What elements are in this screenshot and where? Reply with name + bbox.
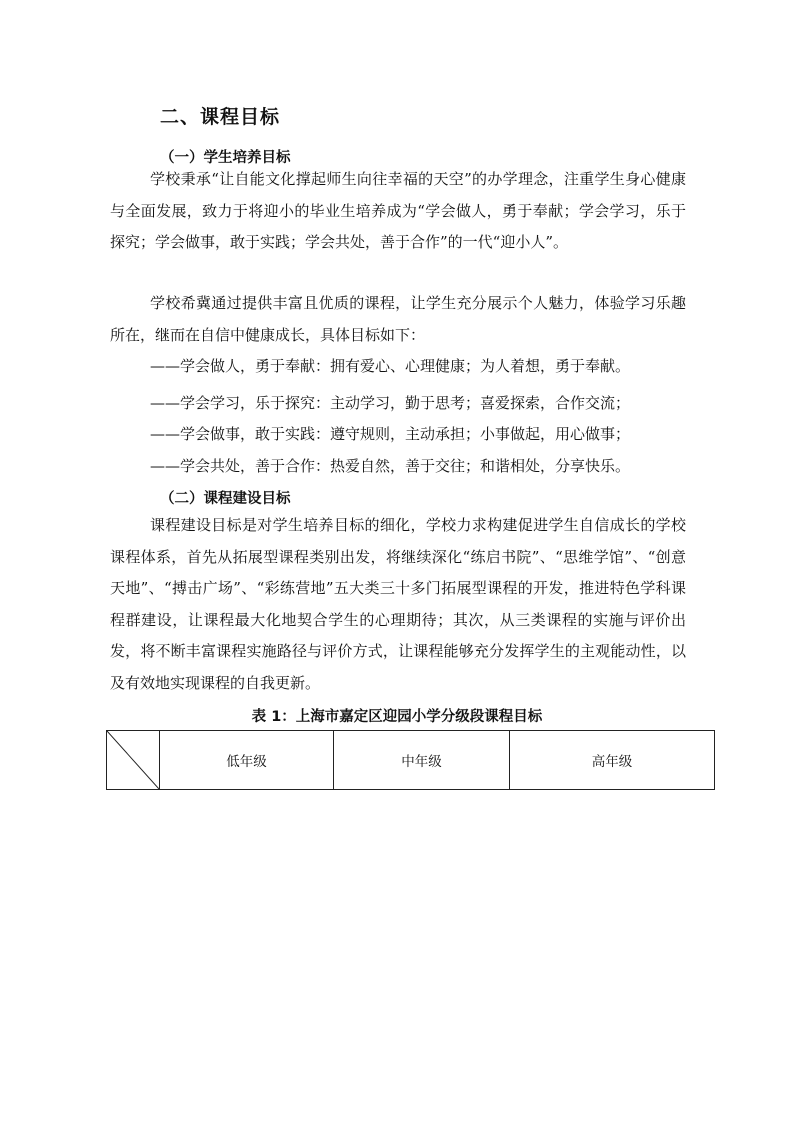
student-goals-paragraph-1: 学校秉承“让自能文化撑起师生向往幸福的天空”的办学理念，注重学生身心健康与全面发展，致力于将迎小的毕业生培养成为“学会做人，勇于奉献；学会学习，乐于探究；学会做事，敢于实践；学会共处，善于合作”的一代“迎小人”。	[110, 170, 686, 251]
goal-item-learning: ——学会学习，乐于探究：主动学习，勤于思考；喜爱探索，合作交流；	[150, 394, 631, 412]
table-header-mid-grade: 中年级	[334, 731, 510, 790]
student-goals-paragraph-2: 学校希冀通过提供丰富且优质的课程，让学生充分展示个人魅力，体验学习乐趣所在，继而在自信中健康成长，具体目标如下：	[110, 294, 686, 344]
table-header-low-grade: 低年级	[160, 731, 334, 790]
goal-item-cooperation: ——学会共处，善于合作：热爱自然，善于交往；和谐相处，分享快乐。	[150, 457, 631, 475]
course-goals-heading: （二）课程建设目标	[160, 491, 291, 507]
goal-item-practice: ——学会做事，敢于实践：遵守规则，主动承担；小事做起，用心做事；	[150, 425, 631, 443]
student-goals-heading: （一）学生培养目标	[160, 150, 291, 166]
section-title: 二、课程目标	[160, 106, 281, 128]
table-caption: 表 1：上海市嘉定区迎园小学分级段课程目标	[251, 709, 543, 725]
course-goals-paragraph: 课程建设目标是对学生培养目标的细化，学校力求构建促进学生自信成长的学校课程体系，首先从拓展型课程类别出发，将继续深化“练启书院”、“思维学馆”、“创意天地”、“搏击广场”、“彩练营地”五大类三十多门拓展型课程的开发，推进特色学科课程群建设，让课程最大化地契合学生的心理期待；其次，从三类课程的实施与评价出发，将不断丰富课程实施路径与评价方式，让课程能够充分发挥学生的主观能动性，以及有效地实现课程的自我更新。	[110, 516, 686, 692]
grade-level-table	[106, 730, 715, 790]
goal-item-conduct: ——学会做人，勇于奉献：拥有爱心、心理健康；为人着想，勇于奉献。	[150, 357, 631, 375]
diagonal-line-icon	[107, 731, 159, 789]
table-header-row	[107, 731, 715, 790]
table-header-high-grade: 高年级	[510, 731, 715, 790]
table-corner-cell	[107, 731, 160, 790]
